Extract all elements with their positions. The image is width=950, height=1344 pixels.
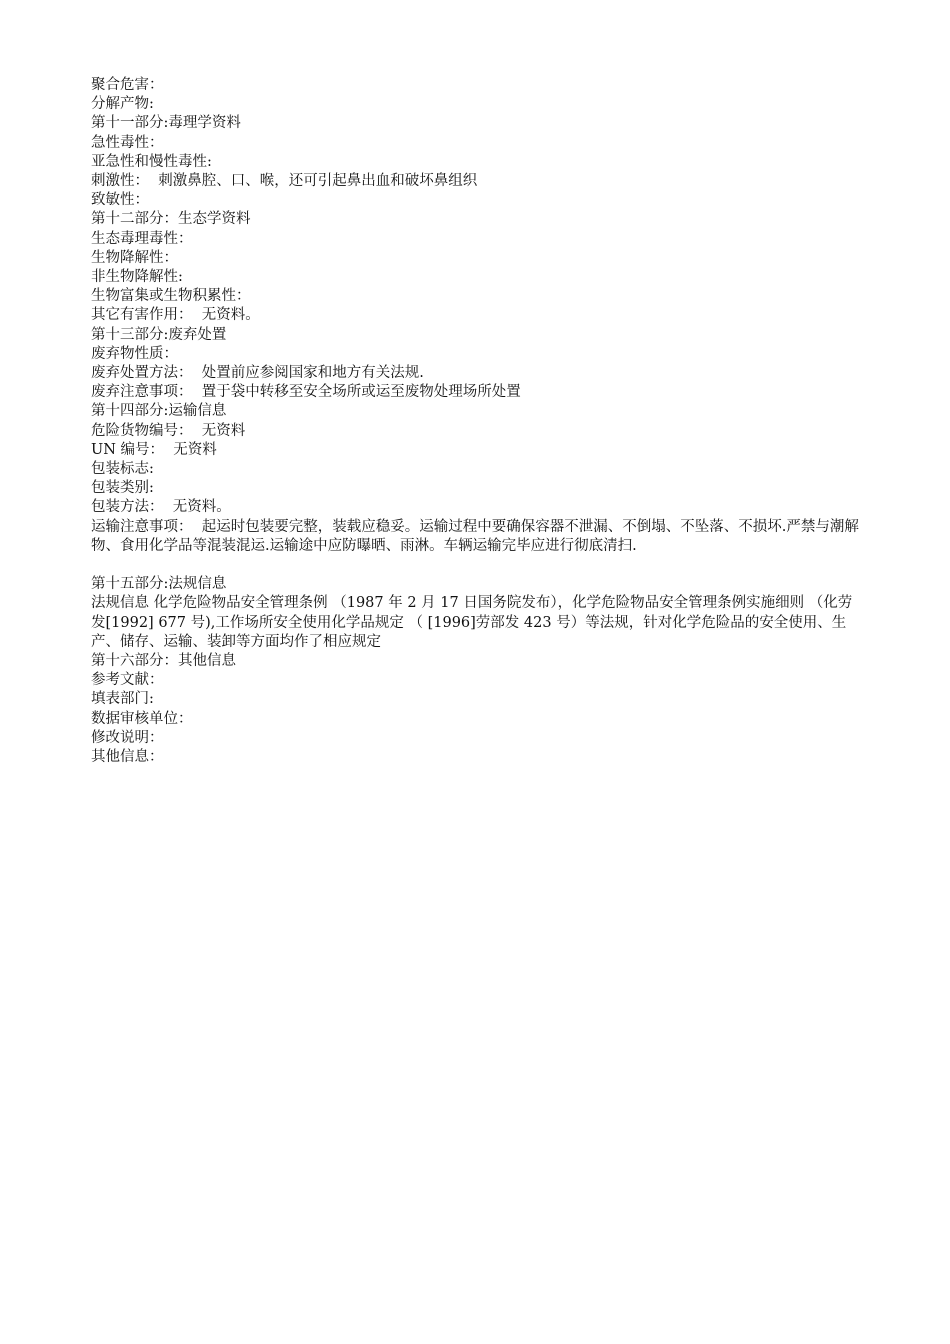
field-references: 参考文献： [91,672,164,689]
section-12-heading: 第十二部分：生态学资料 [91,211,251,228]
field-irritation: 刺激性： 刺激鼻腔、口、喉，还可引起鼻出血和破坏鼻组织 [91,173,478,190]
field-acute-toxicity: 急性毒性： [91,134,164,151]
section-11-heading: 第十一部分:毒理学资料 [91,115,241,132]
field-disposal-method: 废弃处置方法： 处置前应参阅国家和地方有关法规. [91,365,424,382]
field-biodegradability: 生物降解性： [91,249,178,266]
field-packaging-method: 包装方法： 无资料。 [91,499,231,516]
field-packaging-category: 包装类别: [91,480,154,497]
field-dangerous-goods-number: 危险货物编号： 无资料 [91,422,246,439]
document-body [91,76,861,767]
section-16-heading: 第十六部分：其他信息 [91,653,236,670]
field-bioaccumulation: 生物富集或生物积累性： [91,288,251,305]
field-prepared-by-dept: 填表部门: [91,691,154,708]
field-transport-notes: 运输注意事项： 起运时包装要完整，装载应稳妥。运输过程中要确保容器不泄漏、不倒塌、不坠落、不损坏.严禁与潮解物、食用化学品等混装混运.运输途中应防曝晒、雨淋。车辆运输完毕应进行彻底清扫. [91,518,859,554]
section-15-heading: 第十五部分:法规信息 [91,576,227,593]
field-abiotic-degradability: 非生物降解性: [91,269,183,286]
blank-line [91,556,861,575]
field-packaging-mark: 包装标志: [91,461,154,478]
field-decomposition-products: 分解产物: [91,96,154,113]
field-waste-properties: 废弃物性质： [91,345,178,362]
section-14-heading: 第十四部分:运输信息 [91,403,227,420]
field-ecotoxicity: 生态毒理毒性： [91,230,193,247]
field-data-review-unit: 数据审核单位： [91,710,193,727]
field-polymerization-hazard: 聚合危害： [91,77,164,93]
field-disposal-notes: 废弃注意事项： 置于袋中转移至安全场所或运至废物处理场所处置 [91,384,521,401]
section-13-heading: 第十三部分:废弃处置 [91,326,227,343]
field-regulatory-info: 法规信息 化学危险物品安全管理条例 （1987 年 2 月 17 日国务院发布），化学危险物品安全管理条例实施细则 （化劳发[1992] 677 号),工作场所安全使用化学品规定 （ [1996]劳部发 423 号）等法规，针对化学危险品的安全使用、生产、储存、运输、装卸等方面均作了相应规定 [91,595,853,650]
field-chronic-toxicity: 亚急性和慢性毒性: [91,153,212,170]
field-revision-notes: 修改说明： [91,729,164,746]
field-sensitization: 致敏性： [91,192,149,209]
field-un-number: UN 编号： 无资料 [91,441,217,458]
field-other-info: 其他信息： [91,749,164,766]
field-other-harmful-effects: 其它有害作用： 无资料。 [91,307,260,324]
